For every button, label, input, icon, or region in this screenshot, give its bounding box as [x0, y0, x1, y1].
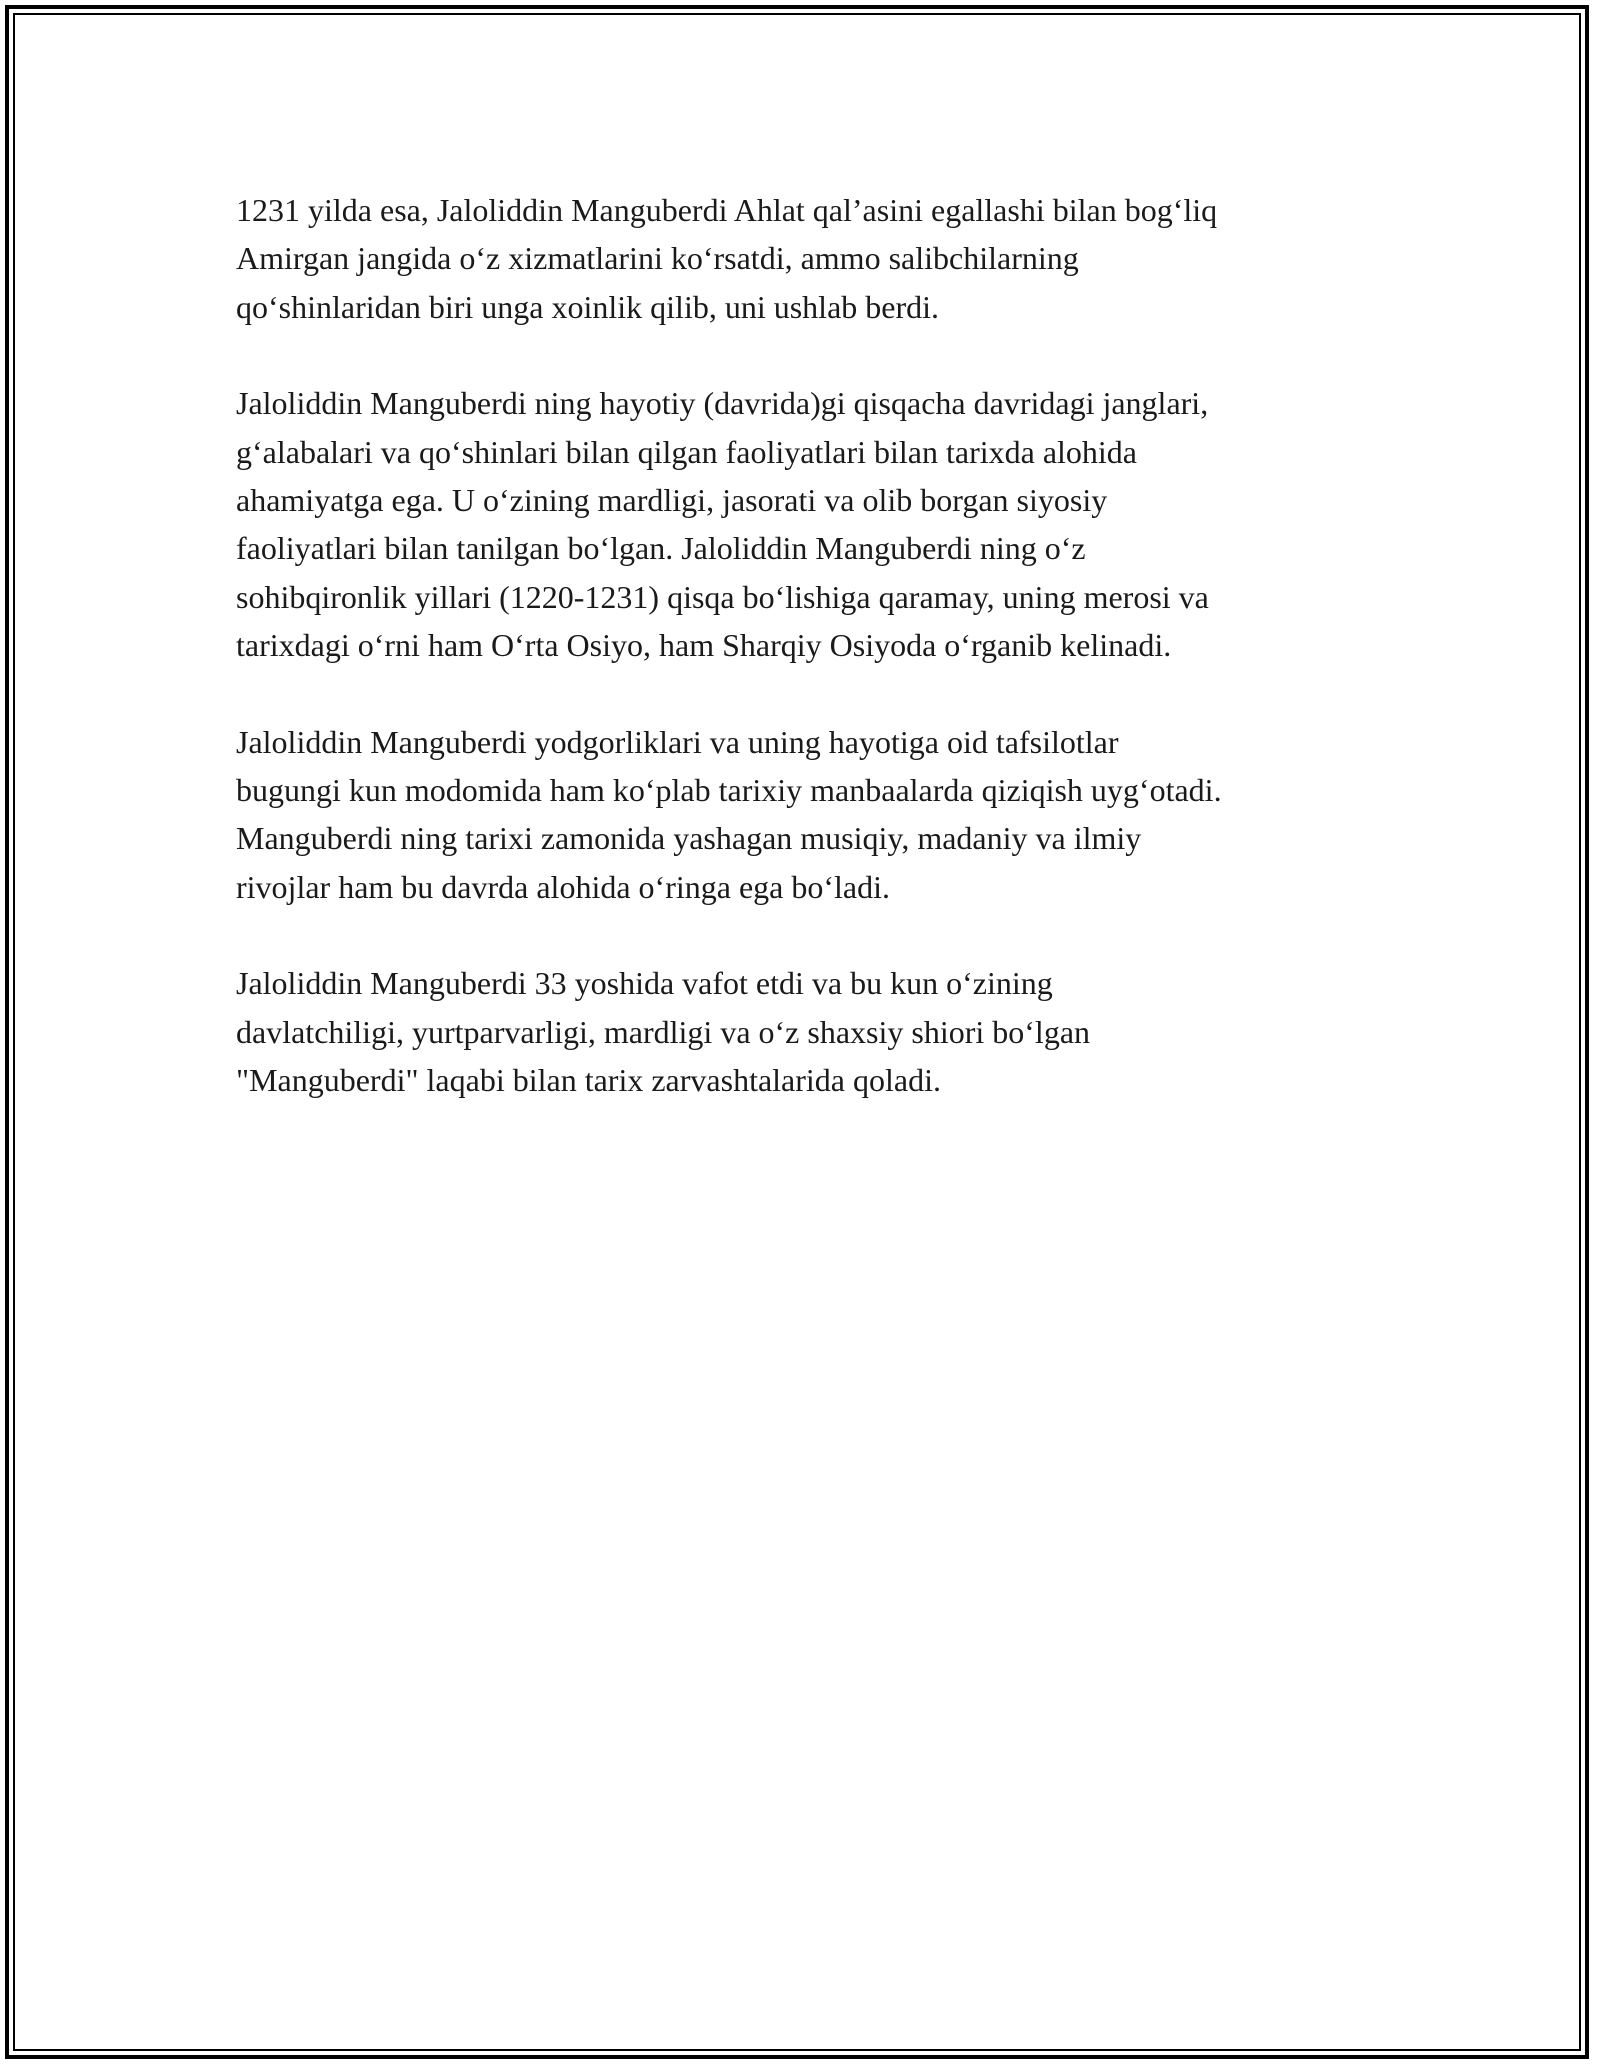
paragraph-line: Amirgan jangida o‘z xizmatlarini ko‘rsatdi, ammo salibchilarning: [236, 240, 1079, 277]
paragraph-line: davlatchiligi, yurtparvarligi, mardligi va o‘z shaxsiy shiori bo‘lgan: [236, 1013, 1091, 1050]
paragraph-line: tarixdagi o‘rni ham O‘rta Osiyo, ham Sharqiy Osiyoda o‘rganib kelinadi.: [236, 627, 1172, 664]
paragraph-line: Jaloliddin Manguberdi 33 yoshida vafot etdi va bu kun o‘zining: [236, 965, 1053, 1002]
document-body: [236, 186, 1396, 1153]
paragraph-line: 1231 yilda esa, Jaloliddin Manguberdi Ahlat qal’asini egallashi bilan bog‘liq: [236, 192, 1218, 228]
paragraph-line: qo‘shinlaridan biri unga xoinlik qilib, uni ushlab berdi.: [236, 288, 940, 325]
paragraph-line: ahamiyatga ega. U o‘zining mardligi, jasorati va olib borgan siyosiy: [236, 482, 1108, 519]
paragraph-line: "Manguberdi" laqabi bilan tarix zarvashtalarida qoladi.: [236, 1062, 941, 1099]
paragraph-line: bugungi kun modomida ham ko‘plab tarixiy manbaalarda qiziqish uyg‘otadi.: [236, 772, 1222, 809]
paragraph-2: [236, 379, 1396, 669]
paragraph-line: faoliyatlari bilan tanilgan bo‘lgan. Jaloliddin Manguberdi ning o‘z: [236, 530, 1086, 567]
paragraph-line: Jaloliddin Manguberdi yodgorliklari va uning hayotiga oid tafsilotlar: [236, 723, 1119, 760]
paragraph-line: g‘alabalari va qo‘shinlari bilan qilgan faoliyatlari bilan tarixda alohida: [236, 433, 1137, 470]
paragraph-line: Manguberdi ning tarixi zamonida yashagan musiqiy, madaniy va ilmiy: [236, 820, 1142, 857]
paragraph-1: [236, 186, 1396, 331]
paragraph-3: [236, 718, 1396, 912]
paragraph-line: Jaloliddin Manguberdi ning hayotiy (davrida)gi qisqacha davridagi janglari,: [236, 385, 1209, 422]
paragraph-line: sohibqironlik yillari (1220-1231) qisqa bo‘lishiga qaramay, uning merosi va: [236, 578, 1209, 615]
paragraph-line: rivojlar ham bu davrda alohida o‘ringa ega bo‘ladi.: [236, 868, 890, 905]
paragraph-4: [236, 959, 1396, 1104]
